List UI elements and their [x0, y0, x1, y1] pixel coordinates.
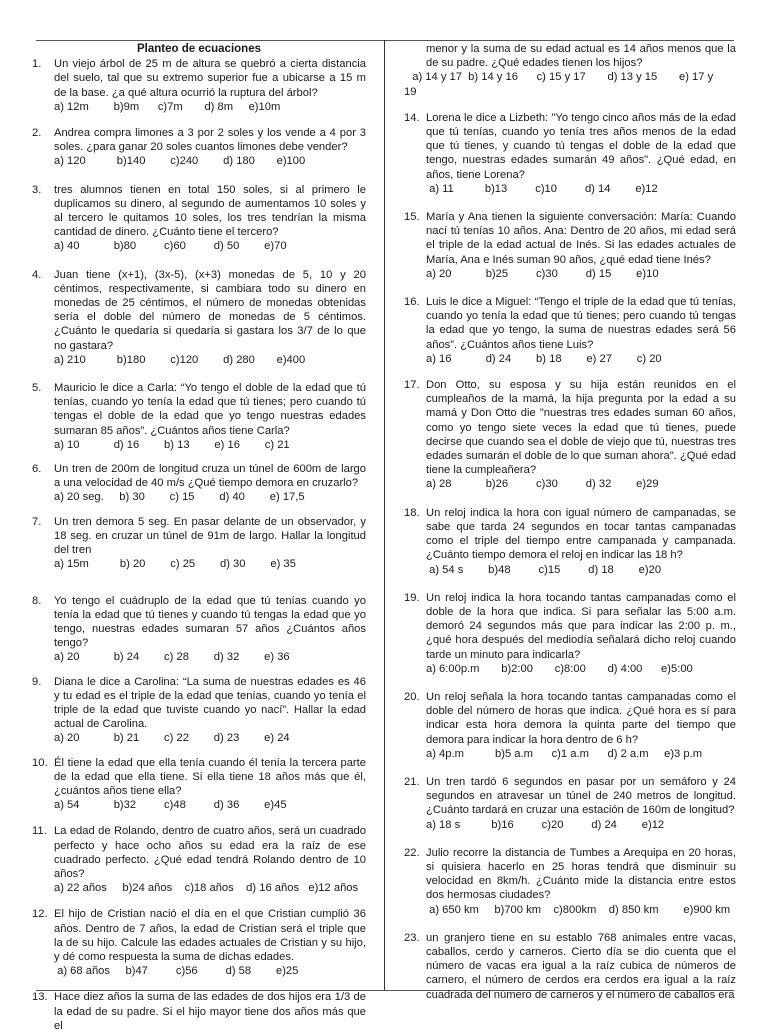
question-text: Un tren tardó 6 segundos en pasar por un semáforo y 24 segundos en atravesar un túnel de 240 metros de longitud. ¿Cuánto tardará en cruzar una estación de 160m de longitud?: [426, 775, 736, 817]
left-column: [32, 42, 366, 1033]
question-11: [32, 824, 366, 895]
question-1: [32, 57, 366, 114]
question-3: [32, 183, 366, 254]
question-4: [32, 268, 366, 367]
answer-options: a) 54 b)32 c)48 d) 36 e)45: [54, 799, 287, 812]
answer-options: a) 650 km b)700 km c)800km d) 850 km e)900 km: [426, 903, 731, 916]
question-14: [404, 111, 736, 196]
right-column: [404, 42, 736, 1002]
question-22: [404, 846, 736, 917]
question-text: Mauricio le dice a Carla: “Yo tengo el doble de la edad que tú tenías, cuando yo tenía la edad que tú tienes; pero cuando tú tengas el doble de la edad que yo tengo nuestras edades sumaran 85 años”. ¿Cuántos años tiene Carla?: [54, 382, 366, 437]
question-6: [32, 462, 366, 505]
question-18: [404, 506, 736, 577]
answer-options: a) 6:00p.m b)2:00 c)8:00 d) 4:00 e)5:00: [426, 662, 693, 675]
answer-options: a) 10 d) 16 b) 13 e) 16 c) 21: [54, 438, 290, 451]
question-number: 18.: [404, 506, 420, 519]
question-text: Diana le dice a Carolina: “La suma de nuestras edades es 46 y tu edad es el triple de la edad que tenías, cuando yo tenía el triple de la edad que tuviste cuando yo nací”. Hallar la edad actual de Carolina.: [54, 675, 366, 731]
answer-options: a) 28 b)26 c)30 d) 32 e)29: [426, 478, 659, 491]
answer-options: a) 22 años b)24 años c)18 años d) 16 años e)12 años: [54, 882, 359, 895]
question-text: Un reloj indica la hora tocando tantas campanadas como el doble de la hora que indica. Si para señalar las 5:00 a.m. demoró 24 segundos más que para indicar las 2:00 p. m., ¿qué hora después del mediodía señalará dicho reloj cuando tarde un minuto para indicarla?: [426, 591, 736, 661]
question-number: 20.: [404, 690, 420, 703]
answer-options: a) 20 b)25 c)30 d) 15 e)10: [426, 267, 659, 280]
question-number: 6.: [32, 463, 42, 476]
question-16: [404, 295, 736, 366]
answer-options: a) 54 s b)48 c)15 d) 18 e)20: [426, 563, 662, 576]
question-number: 1.: [32, 58, 42, 71]
question-text: Andrea compra limones a 3 por 2 soles y los vende a 4 por 3 soles. ¿para ganar 20 soles cuantos limones debe vender?: [54, 127, 366, 154]
question-number: 4.: [32, 268, 42, 281]
question-text: un granjero tiene en su establo 768 animales entre vacas, caballos, cerdo y carneros. Cierto día se dio cuenta que el número de vacas era igual a la raíz cubica de números de carnero, el número de cerdos era cerdos era igual a la raíz cuadrada del número de carneros y el número de caballos era: [426, 931, 736, 1001]
question-text: Un viejo árbol de 25 m de altura se quebró a cierta distancia del suelo, tal que su extremo superior fue a ubicarse a 15 m de la base. ¿a qué altura ocurrió la ruptura del árbol?: [54, 58, 366, 99]
question-text: Un tren de 200m de longitud cruza un túnel de 600m de largo a una velocidad de 40 m/s ¿Qué tiempo demora en cruzarlo?: [54, 463, 366, 490]
question-text: Lorena le dice a Lizbeth: "Yo tengo cinco años más de la edad que tú tenías, cuando yo tenía tres años menos de la edad que tú tienes, y cuando tú tengas el doble de la edad que tengo, nuestras edades sumarán 49 años". ¿Qué edad, en años, tiene Lorena?: [426, 111, 736, 181]
answer-options: a) 11 b)13 c)10 d) 14 e)12: [426, 182, 658, 195]
question-text: Un tren demora 5 seg. En pasar delante de un observador, y 18 seg. en cruzar un túnel de 91m de largo. Hallar la longitud del tren: [54, 515, 366, 557]
question-12: [32, 907, 366, 978]
question-text: Un reloj indica la hora con igual número de campanadas, se sabe que tarda 24 segundos en tocar tantas campanadas como el triple del tiempo entre campanada y campanada. ¿Cuánto tiempo demora el reloj en indicar las 18 h?: [426, 506, 736, 562]
question-7: [32, 515, 366, 572]
question-text: Don Otto, su esposa y su hija están reunidos en el cumpleaños de la mamá, la hija pregunta por la edad a su mamá y Don Otto die "nuestras tres edades suman 60 años, como yo tengo siete veces la edad que tú tienes, puede decirse que cuando sea el doble de viejo que tú, nuestras tres edades sumarán el doble de lo que suman ahora". ¿Qué edad tiene la cumpleañera?: [426, 379, 736, 477]
question-number: 9.: [32, 675, 42, 688]
answer-options: a) 12m b)9m c)7m d) 8m e)10m: [54, 100, 281, 113]
question-number: 13.: [32, 991, 48, 1004]
question-20: [404, 690, 736, 761]
answer-options: a) 20 b) 24 c) 28 d) 32 e) 36: [54, 651, 290, 664]
question-text: menor y la suma de su edad actual es 14 años menos que la de su padre. ¿Qué edades tienen los hijos?: [426, 43, 736, 70]
answer-options: a) 120 b)140 c)240 d) 180 e)100: [54, 155, 306, 168]
question-text: tres alumnos tienen en total 150 soles, si al primero le duplicamos su dinero, al segundo de aumentamos 10 soles y al tercero le quitamos 10 soles, los tres tendrían la misma cantidad de dinero. ¿Cuánto tiene el tercero?: [54, 183, 366, 239]
question-number: 10.: [32, 756, 48, 769]
answer-options: a) 15m b) 20 c) 25 d) 30 e) 35: [54, 558, 296, 571]
question-number: 3.: [32, 183, 42, 196]
question-number: 16.: [404, 296, 420, 309]
question-13-continued: [404, 42, 736, 99]
answer-options: a) 16 d) 24 b) 18 e) 27 c) 20: [426, 352, 662, 365]
question-number: 14.: [404, 111, 420, 124]
question-text: El hijo de Cristian nació el día en el que Cristian cumplió 36 años. Dentro de 7 años, la edad de Cristian será el triple que la de su hijo. Calcule las edades actuales de Cristian y su hijo, y dé como respuesta la suma de dichas edades.: [54, 908, 366, 963]
answer-options-tail: 19: [404, 85, 417, 98]
answer-options: a) 40 b)80 c)60 d) 50 e)70: [54, 240, 287, 253]
question-number: 7.: [32, 515, 42, 528]
answer-options: a) 14 y 17 b) 14 y 16 c) 15 y 17 d) 13 y 15 e) 17 y: [406, 71, 714, 84]
question-number: 2.: [32, 127, 42, 140]
page-title: Planteo de ecuaciones: [137, 43, 261, 55]
question-number: 12.: [32, 908, 48, 921]
answer-options: a) 4p.m b)5 a.m c)1 a.m d) 2 a.m e)3 p.m: [426, 747, 703, 760]
question-text: Luis le dice a Miguel: “Tengo el triple de la edad que tú tenías, cuando yo tenía la edad que tú tienes; pero cuando tú tengas la edad que yo tengo, la suma de nuestras edades será 56 años”. ¿Cuántos años tiene Luis?: [426, 296, 736, 351]
question-text: La edad de Rolando, dentro de cuatro años, será un cuadrado perfecto y hace ocho años su edad era la raíz de ese cuadrado perfecto. ¿Qué edad tendrá Rolando dentro de 10 años?: [54, 825, 366, 880]
question-9: [32, 675, 366, 746]
answer-options: a) 68 años b)47 c)56 d) 58 e)25: [54, 965, 299, 978]
question-2: [32, 126, 366, 169]
question-5: [32, 381, 366, 452]
question-23: [404, 931, 736, 1002]
question-15: [404, 210, 736, 281]
question-number: 5.: [32, 382, 42, 395]
question-21: [404, 775, 736, 832]
question-number: 17.: [404, 379, 420, 392]
answer-options: a) 18 s b)16 c)20 d) 24 e)12: [426, 818, 665, 831]
question-text: Él tiene la edad que ella tenía cuando él tenía la tercera parte de la edad que ella tiene. Si ella tiene 18 años más que él, ¿cuántos años tiene ella?: [54, 756, 366, 797]
question-8: [32, 594, 366, 665]
question-text: Hace diez años la suma de las edades de dos hijos era 1/3 de la edad de su padre. Si el hijo mayor tiene dos años más que el: [54, 991, 366, 1032]
column-divider: [384, 40, 385, 991]
question-17: [404, 378, 736, 492]
question-text: Juan tiene (x+1), (3x-5), (x+3) monedas de 5, 10 y 20 céntimos, respectivamente, si cambiara todo su dinero en monedas de 25 céntimos, el número de monedas obtenidas sería el doble del número de monedas de 5 céntimos. ¿Cuánto le quedaría si quedaría si gastara los 3/7 de lo que no gastara?: [54, 268, 366, 352]
answer-options: a) 210 b)180 c)120 d) 280 e)400: [54, 353, 306, 366]
question-text: Yo tengo el cuádruplo de la edad que tú tenías cuando yo tenía la edad que tú tienes y cuando tú tengas la edad que yo tengo, nuestras edades sumaran 57 años ¿Cuántos años tengo?: [54, 594, 366, 650]
question-number: 15.: [404, 211, 420, 224]
top-rule: [36, 40, 734, 41]
question-text: Julio recorre la distancia de Tumbes a Arequipa en 20 horas, si quisiera hacerlo en 25 horas tendrá que disminuir su velocidad en 8km/h. ¿Cuánto mide la distancia entre estos dos hermosas ciudades?: [426, 846, 736, 902]
question-number: 22.: [404, 846, 420, 859]
question-number: 11.: [32, 825, 47, 838]
answer-options: a) 20 b) 21 c) 22 d) 23 e) 24: [54, 732, 290, 745]
question-number: 19.: [404, 591, 420, 604]
question-number: 8.: [32, 594, 42, 607]
question-10: [32, 756, 366, 813]
answer-options: a) 20 seg. b) 30 c) 15 d) 40 e) 17,5: [54, 491, 305, 504]
question-13: [32, 990, 366, 1033]
question-number: 23.: [404, 931, 420, 944]
question-number: 21.: [404, 775, 420, 788]
question-text: María y Ana tienen la siguiente conversación: María: Cuando nací tú tenías 10 años. Ana: Dentro de 20 años, mi edad será el triple de la edad actual de Inés. Si las edades actuales de María, Ana e Inés suman 90 años, ¿qué edad tiene Inés?: [426, 211, 736, 266]
question-19: [404, 591, 736, 676]
question-text: Un reloj señala la hora tocando tantas campanadas como el doble del número de horas que indica. ¿Qué hora es sí para indicar esta hora demora la quinta parte del tiempo que demora para indicar la hora dentro de 6 h?: [426, 690, 736, 746]
